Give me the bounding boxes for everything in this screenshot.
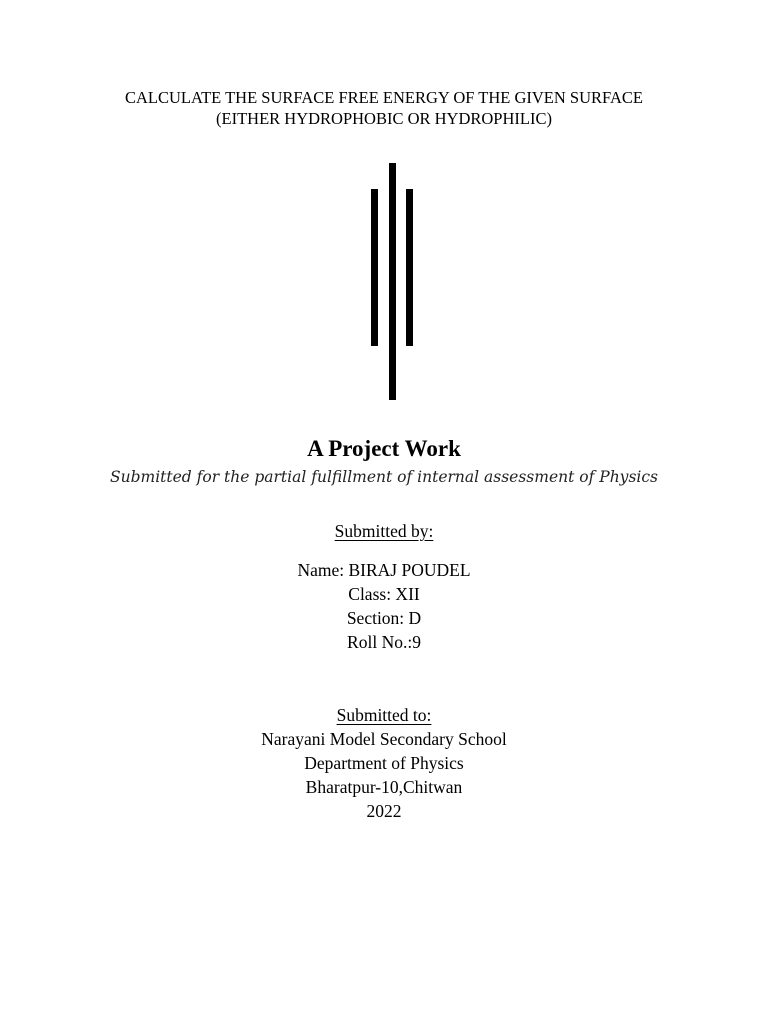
student-roll: Roll No.:9 bbox=[347, 632, 421, 652]
page-title: A Project Work bbox=[307, 436, 461, 461]
submitted-to-details bbox=[0, 727, 768, 823]
student-name: Name: BIRAJ POUDEL bbox=[297, 560, 471, 580]
emblem-left-bar bbox=[371, 189, 378, 346]
school-address: Bharatpur-10,Chitwan bbox=[305, 777, 463, 797]
submission-year: 2022 bbox=[366, 801, 402, 821]
topic-line-1: CALCULATE THE SURFACE FREE ENERGY OF THE GIVEN SURFACE bbox=[125, 88, 643, 107]
submitted-to-heading: Submitted to: bbox=[336, 705, 432, 725]
submitted-by-heading: Submitted by: bbox=[334, 521, 434, 541]
emblem-middle-bar bbox=[389, 163, 396, 400]
student-class: Class: XII bbox=[348, 584, 420, 604]
page-subtitle: Submitted for the partial fulfillment of internal assessment of Physics bbox=[109, 468, 658, 486]
emblem-right-bar bbox=[406, 189, 413, 346]
school-name: Narayani Model Secondary School bbox=[261, 729, 507, 749]
topic-line-2: (EITHER HYDROPHOBIC OR HYDROPHILIC) bbox=[216, 109, 552, 128]
student-section: Section: D bbox=[346, 608, 422, 628]
department-name: Department of Physics bbox=[304, 753, 464, 773]
project-topic bbox=[0, 87, 768, 129]
school-emblem-icon bbox=[370, 163, 415, 400]
submitted-by-details bbox=[0, 558, 768, 654]
